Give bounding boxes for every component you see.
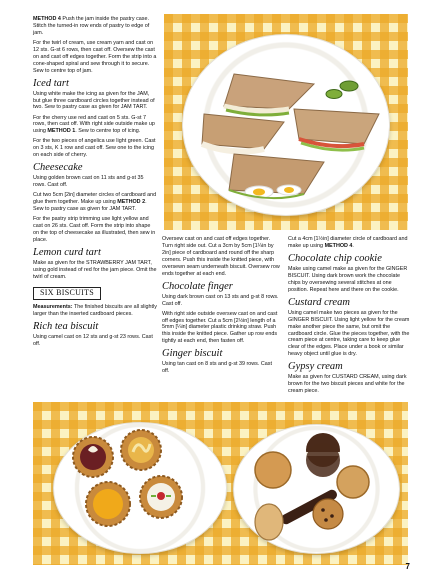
gypsy-cream	[306, 433, 340, 477]
sandwich-photo	[164, 14, 408, 230]
chocolate-finger-p2: With right side outside oversew cast on and cast off edges together. Cut a 5cm [2½in] length of a 5mm [¼in] diameter plastic drinking straw. Push this inside the knitted piece. Gather up row ends tightly at each end, then fasten off.	[162, 310, 278, 345]
custard-cream	[337, 466, 369, 498]
method4-paragraph: METHOD 4 Push the jam inside the pastry case. Stitch the turned-in row ends of pastry to edge of jam.	[33, 16, 150, 36]
chocolate-finger-heading: Chocolate finger	[162, 280, 233, 292]
ginger-biscuit-p1: Using tan cast on 8 sts and g-st 39 rows. Cast off.	[162, 361, 272, 375]
cheesecake-p2: Cut two 5cm [2in] diameter circles of cardboard and glue them together. Make up using METHOD 2. Sew to pastry case as given for JAM TART.	[33, 192, 157, 213]
chocolate-finger-p1: Using dark brown cast on 13 sts and g-st 8 rows. Cast off.	[162, 293, 279, 307]
cheesecake-p1: Using golden brown cast on 11 sts and g-st 35 rows. Cast off.	[33, 175, 144, 189]
rich-tea-p1: Using camel cast on 12 sts and g-st 23 rows. Cast off.	[33, 333, 153, 347]
cheesecake-tart	[121, 430, 161, 470]
custard-cream-heading: Custard cream	[288, 296, 350, 308]
text-column-middle	[162, 236, 280, 378]
sandwich-front	[229, 154, 324, 198]
text-column-right	[288, 236, 410, 398]
sandwich-left	[202, 114, 284, 152]
iced-tart-p1: Using white make the icing as given for the JAM, but glue three cardboard circles together instead of two. Sew to pastry case as given for JAM TART.	[33, 90, 155, 111]
cheesecake-p3: For the pastry strip trimming use light yellow and cast on 26 sts. Cast off. Form the strip into shape on the top of cheesecake as illustrated, then sew in place.	[33, 216, 156, 243]
ginger-biscuit-heading: Ginger biscuit	[162, 348, 223, 360]
sandwich-back	[224, 74, 314, 115]
twirl-paragraph: For the twirl of cream, use cream yarn and cast on 12 sts. G-st 6 rows, then cast off. Oversew the cast on and cast off edges together. Form the strip into a cone-shaped spiral and sew through it to secure. Sew to centre top of jam.	[33, 39, 157, 74]
rich-tea-heading: Rich tea biscuit	[33, 320, 99, 332]
gypsy-cream-heading: Gypsy cream	[288, 361, 343, 373]
tarts-biscuits-photo	[33, 402, 408, 565]
jam-tart-with-cream	[73, 437, 113, 477]
cheesecake-heading: Cheesecake	[33, 162, 83, 174]
ginger-biscuit	[255, 452, 291, 488]
sandwich-illustration	[164, 14, 408, 230]
lemon-curd-heading: Lemon curd tart	[33, 247, 101, 259]
chocolate-chip-heading: Chocolate chip cookie	[288, 253, 382, 264]
rich-tea-biscuit	[255, 504, 283, 540]
lemon-curd-tart	[86, 482, 130, 526]
chocolate-chip-p1: Make using camel make as given for the GINGER BISCUIT. Using dark brown work the chocolate chips by oversewing several stitches at one position. Repeat here and there on the cookie.	[288, 266, 408, 293]
col2-intro: Oversew cast on and cast off edges together. Turn right side out. Cut a 3cm by 5cm [1¼in by 2in] piece of cardboard and round off the sharp corners. Push this inside the knitted piece, with oversewn seam underneath biscuit. Oversew row ends together at each end.	[162, 236, 280, 277]
tarts-biscuits-illustration	[33, 402, 408, 565]
cucumber-slices	[326, 81, 358, 99]
custard-cream-p1: Using camel make two pieces as given for the GINGER BISCUIT. Using light yellow for the cream make another piece the same, but omit the cardboard circle. Glue the pieces together, with the cream piece at centre, taking care to keep glue clear of the edges. Place under a book or similar heavy object until glue is dry.	[288, 309, 410, 358]
measurements-paragraph: Measurements: The finished biscuits are all slightly larger than the inserted cardboard pieces.	[33, 303, 157, 317]
sandwich-right	[294, 109, 379, 150]
text-column-left	[33, 16, 157, 351]
iced-tart-p3: For the two pieces of angelica use light green. Cast on 3 sts, K 1 row and cast off. Sew one to the icing on each side of cherry.	[33, 138, 156, 159]
gypsy-cream-p1: Make as given for CUSTARD CREAM, using dark brown for the two biscuit pieces and white for the cream piece.	[288, 374, 407, 395]
iced-tart-heading: Iced tart	[33, 77, 69, 89]
lemon-curd-p1: Make as given for the STRAWBERRY JAM TART, using gold instead of red for the jam piece. Omit the twirl of cream.	[33, 260, 157, 280]
six-biscuits-box: SIX BISCUITS	[33, 287, 101, 300]
iced-tart-p2: For the cherry use red and cast on 5 sts. G-st 7 rows, then cast off. With right side outside make up using METHOD 1. Sew to centre top of icing.	[33, 114, 155, 135]
chocolate-chip-cookie	[313, 499, 343, 529]
col3-intro: Cut a 4cm [1½in] diameter circle of cardboard and make up using METHOD 4.	[288, 236, 408, 249]
page-number: 7	[405, 562, 410, 571]
iced-tart	[140, 476, 182, 518]
